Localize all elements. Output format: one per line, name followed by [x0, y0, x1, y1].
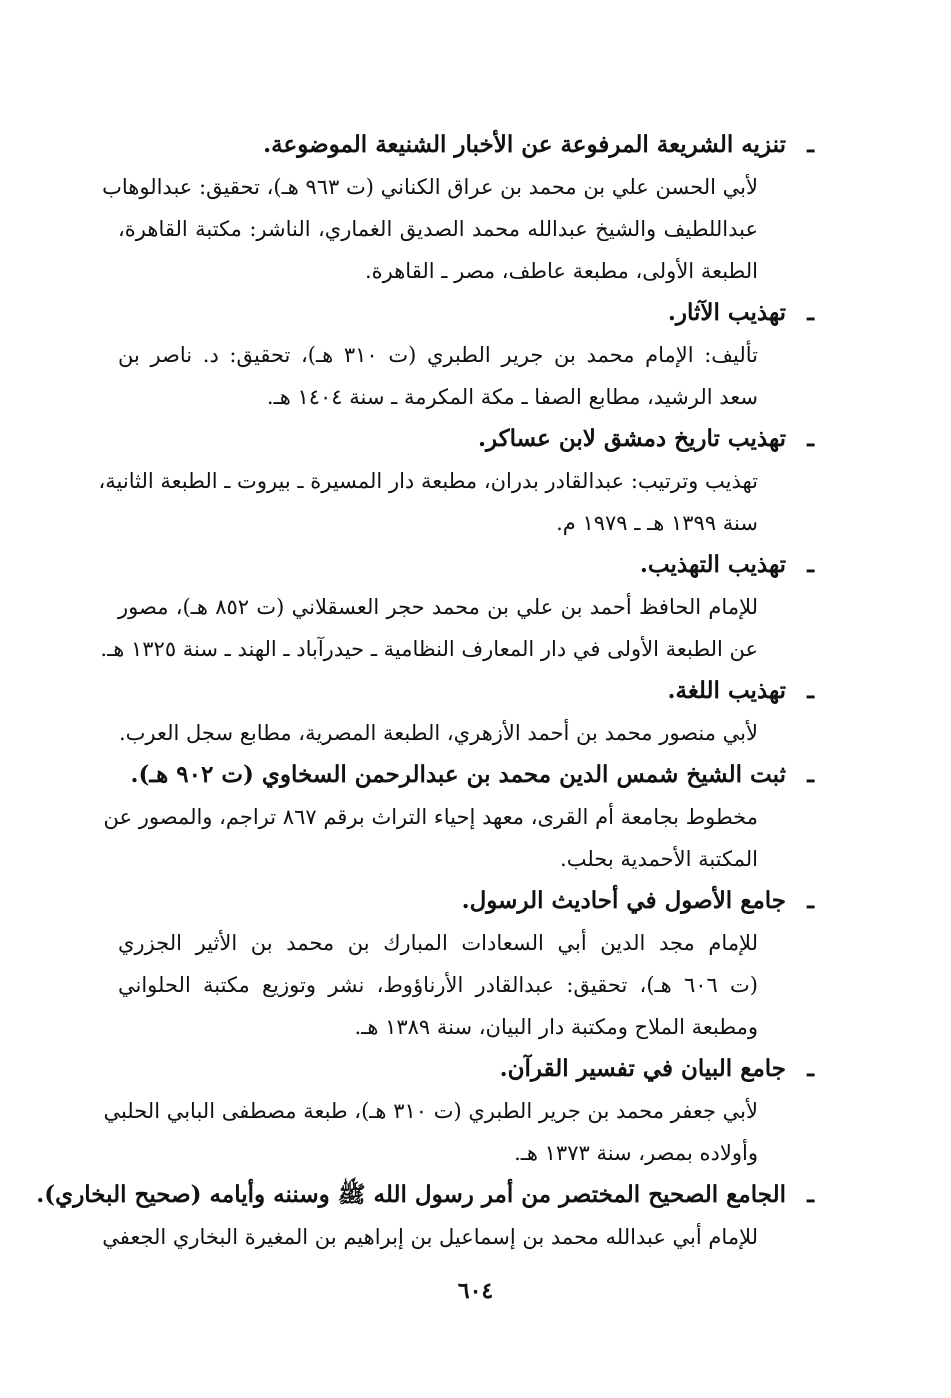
description-line: ومطبعة الملاح ومكتبة دار البيان، سنة ١٣٨٩ هـ.	[354, 1015, 758, 1039]
entry-dash: ـ	[807, 1181, 814, 1208]
description-line: لأبي الحسن علي بن محمد بن عراق الكناني (ت ٩٦٣ هـ)، تحقيق: عبدالوهاب	[102, 175, 758, 199]
entry-title	[118, 1048, 814, 1090]
entry-title	[118, 544, 814, 586]
entry-description	[103, 796, 814, 880]
entry-title-text: جامع البيان في تفسير القرآن.	[499, 1055, 786, 1082]
entry-title	[118, 418, 814, 460]
entry-title	[118, 670, 814, 712]
entry-dash: ـ	[807, 677, 814, 704]
entry-description	[103, 1090, 814, 1174]
entry-dash: ـ	[807, 299, 814, 326]
description-line: المكتبة الأحمدية بحلب.	[560, 847, 758, 871]
entry-description	[98, 460, 814, 544]
page-number: ٦٠٤	[457, 1278, 494, 1304]
entry-title-text: تهذيب التهذيب.	[639, 551, 786, 578]
description-line: مخطوط بجامعة أم القرى، معهد إحياء التراث برقم ٨٦٧ تراجم، والمصور عن	[103, 805, 758, 829]
entry-title	[118, 292, 814, 334]
entry-title	[118, 754, 814, 796]
entry-title-text: ثبت الشيخ شمس الدين محمد بن عبدالرحمن السخاوي (ت ٩٠٢ هـ).	[130, 761, 786, 788]
entry-dash: ـ	[807, 1055, 814, 1082]
entry-dash: ـ	[807, 131, 814, 158]
description-line: لأبي جعفر محمد بن جرير الطبري (ت ٣١٠ هـ)، طبعة مصطفى البابي الحلبي	[103, 1099, 758, 1123]
description-line: الطبعة الأولى، مطبعة عاطف، مصر ـ القاهرة.	[364, 259, 758, 283]
entry-title	[118, 880, 814, 922]
entry-description	[102, 1216, 814, 1258]
entry-description	[100, 586, 814, 670]
entry-dash: ـ	[807, 761, 814, 788]
entry-7	[118, 880, 814, 1048]
description-line: للإمام أبي عبدالله محمد بن إسماعيل بن إبراهيم بن المغيرة البخاري الجعفي	[102, 1225, 758, 1249]
bibliography-page	[36, 124, 814, 1258]
entry-dash: ـ	[807, 551, 814, 578]
entry-description	[102, 166, 814, 292]
description-line: سنة ١٣٩٩ هـ ـ ١٩٧٩ م.	[556, 511, 758, 535]
entry-5	[118, 670, 814, 754]
entry-title-text: تهذيب تاريخ دمشق لابن عساكر.	[477, 425, 786, 452]
entry-9	[36, 1174, 814, 1258]
entry-title	[118, 124, 814, 166]
description-line: (ت ٦٠٦ هـ)، تحقيق: عبدالقادر الأرناؤوط، نشر وتوزيع مكتبة الحلواني	[118, 973, 758, 997]
entry-4	[100, 544, 814, 670]
entry-dash: ـ	[807, 425, 814, 452]
entry-title-text: جامع الأصول في أحاديث الرسول.	[461, 887, 786, 914]
entry-description	[118, 922, 814, 1048]
description-line: للإمام الحافظ أحمد بن علي بن محمد حجر العسقلاني (ت ٨٥٢ هـ)، مصور	[118, 595, 758, 619]
description-line: سعد الرشيد، مطابع الصفا ـ مكة المكرمة ـ سنة ١٤٠٤ هـ.	[266, 385, 758, 409]
entry-8	[103, 1048, 814, 1174]
description-line: وأولاده بمصر، سنة ١٣٧٣ هـ.	[514, 1141, 758, 1165]
entry-title	[36, 1174, 814, 1216]
entry-description	[118, 334, 814, 418]
description-line: لأبي منصور محمد بن أحمد الأزهري، الطبعة المصرية، مطابع سجل العرب.	[118, 721, 758, 745]
entry-dash: ـ	[807, 887, 814, 914]
entry-title-text: الجامع الصحيح المختصر من أمر رسول الله ﷺ وسننه وأيامه (صحيح البخاري).	[36, 1181, 786, 1208]
entry-title-text: تهذيب الآثار.	[667, 299, 786, 326]
entry-1	[102, 124, 814, 292]
description-line: للإمام مجد الدين أبي السعادات المبارك بن محمد بن الأثير الجزري	[118, 931, 758, 955]
description-line: تأليف: الإمام محمد بن جرير الطبري (ت ٣١٠ هـ)، تحقيق: د. ناصر بن	[118, 343, 758, 367]
description-line: عبداللطيف والشيخ عبدالله محمد الصديق الغماري، الناشر: مكتبة القاهرة،	[118, 217, 758, 241]
description-line: تهذيب وترتيب: عبدالقادر بدران، مطبعة دار المسيرة ـ بيروت ـ الطبعة الثانية،	[98, 469, 758, 493]
entry-title-text: تهذيب اللغة.	[667, 677, 786, 704]
entry-6	[103, 754, 814, 880]
entry-3	[98, 418, 814, 544]
entry-description	[118, 712, 814, 754]
entry-title-text: تنزيه الشريعة المرفوعة عن الأخبار الشنيعة الموضوعة.	[263, 131, 786, 158]
entry-2	[118, 292, 814, 418]
description-line: عن الطبعة الأولى في دار المعارف النظامية ـ حيدرآباد ـ الهند ـ سنة ١٣٢٥ هـ.	[100, 637, 758, 661]
